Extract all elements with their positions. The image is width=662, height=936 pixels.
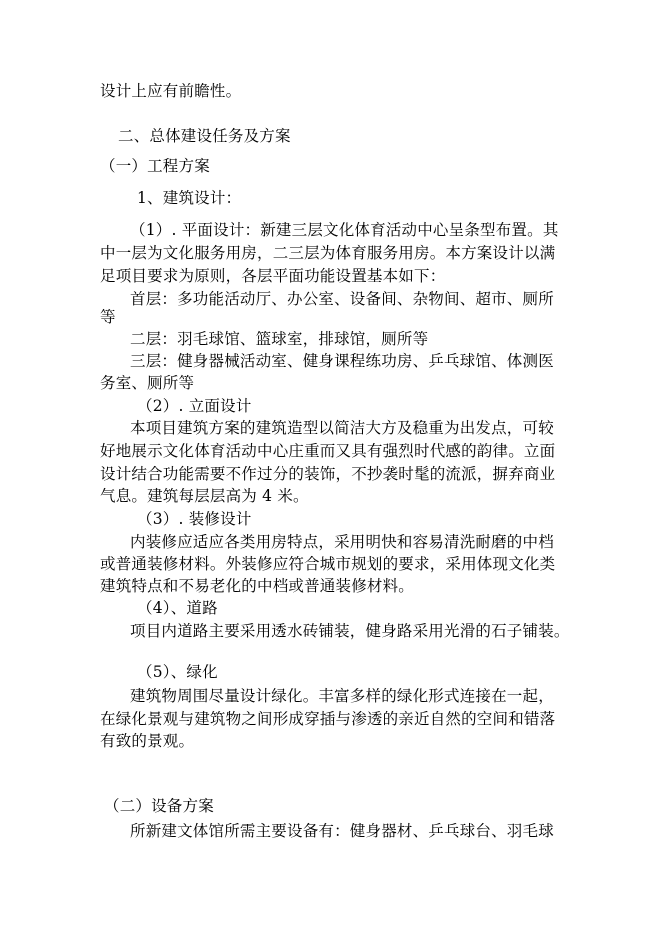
item-heading: （2）. 立面设计 [137,397,252,415]
text-line: 有致的景观。 [100,732,195,750]
text-line: （1）. 平面设计：新建三层文化体育活动中心呈条型布置。其 [130,221,559,239]
text-line: 在绿化景观与建筑物之间形成穿插与渗透的亲近自然的空间和错落 [100,710,556,728]
text-line: 二层：羽毛球馆、篮球室，排球馆，厕所等 [130,330,429,348]
text-line: 足项目要求为原则，各层平面功能设置基本如下： [100,267,446,285]
text-line: 本项目建筑方案的建筑造型以简洁大方及稳重为出发点，可较 [130,419,554,437]
text-line: 所新建文体馆所需主要设备有：健身器材、乒乓球台、羽毛球 [130,822,554,840]
text-line: 首层：多功能活动厅、办公室、设备间、杂物间、超市、厕所 [130,290,554,308]
subsection-heading: （二）设备方案 [104,797,214,815]
text-line: 好地展示文化体育活动中心庄重而又具有强烈时代感的韵律。立面 [100,442,556,460]
item-heading: （5）、绿化 [137,663,218,681]
text-line: 建筑物周围尽量设计绿化。丰富多样的绿化形式连接在一起， [130,687,554,705]
item-heading: （4）、道路 [137,599,218,617]
text-line: 中一层为文化服务用房，二三层为体育服务用房。本方案设计以满 [100,244,556,262]
text-line: 设计上应有前瞻性。 [100,82,242,100]
text-line: 项目内道路主要采用透水砖铺装，健身路采用光滑的石子铺装。 [130,622,570,640]
text-line: 三层：健身器械活动室、健身课程练功房、乒乓球馆、体测医 [130,352,554,370]
text-line: 气息。建筑每层层高为 4 米。 [100,487,309,505]
text-line: 等 [100,308,116,326]
text-line: 内装修应适应各类用房特点，采用明快和容易清洗耐磨的中档 [130,533,554,551]
text-line: 或普通装修材料。外装修应符合城市规划的要求，采用体现文化类 [100,555,556,573]
text-line: 设计结合功能需要不作过分的装饰，不抄袭时髦的流派，摒弃商业 [100,465,556,483]
text-line: 务室、厕所等 [100,374,195,392]
section-heading: 二、总体建设任务及方案 [118,127,291,145]
text-line: 建筑特点和不易老化的中档或普通装修材料。 [100,577,415,595]
item-heading: （3）. 装修设计 [137,510,252,528]
subsection-heading: （一）工程方案 [100,157,210,175]
item-heading: 1、建筑设计： [137,189,242,207]
